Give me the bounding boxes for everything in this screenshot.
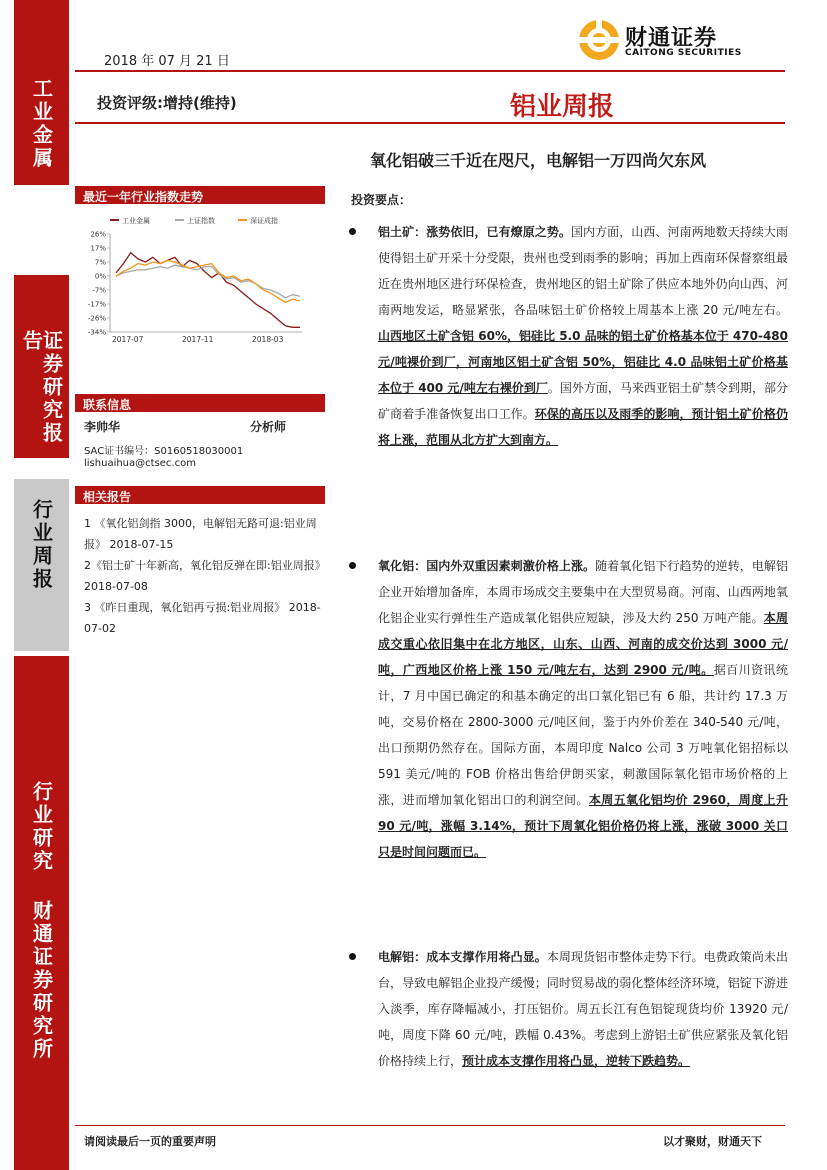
related-report-item[interactable]: 2《铝土矿十年新高，氧化铝反弹在即:铝业周报》 2018-07-08	[84, 559, 326, 593]
investment-rating: 投资评级:增持(维持)	[97, 94, 237, 112]
side-category: 工业金属	[14, 0, 69, 185]
analyst-name: 李帅华	[84, 420, 121, 434]
y-tick-label: -34%	[87, 328, 106, 337]
sac-cert: SAC证书编号：S0160518030001	[84, 446, 244, 457]
y-tick-label: -17%	[87, 300, 106, 309]
side-organization: 行业研究 财通证券研究所	[14, 656, 69, 1170]
title-divider	[75, 122, 785, 124]
bullet-alumina	[349, 562, 356, 569]
index-chart	[80, 212, 320, 352]
logo-cn-text: 财通证券	[625, 26, 718, 51]
headline: 氧化铝破三千近在咫尺，电解铝一万四尚欠东风	[370, 151, 707, 170]
disclaimer-note: 请阅读最后一页的重要声明	[84, 1135, 216, 1148]
caitong-logo-icon	[577, 18, 621, 62]
legend-label: 上证指数	[187, 217, 215, 225]
contact-section-header: 联系信息	[75, 394, 325, 412]
y-tick-label: 17%	[90, 244, 106, 253]
analyst-email[interactable]: lishuaihua@ctsec.com	[84, 458, 196, 469]
footer-divider	[75, 1125, 785, 1126]
side-report-kind: 证券研究报告	[14, 275, 69, 458]
y-tick-label: -7%	[92, 286, 106, 295]
report-date: 2018 年 07 月 21 日	[104, 54, 230, 69]
related-reports-list	[84, 513, 329, 639]
side-stripe	[14, 0, 69, 1170]
x-tick-label: 2017-11	[182, 335, 214, 344]
key-points-title: 投资要点：	[351, 193, 412, 207]
report-title: 铝业周报	[510, 92, 615, 122]
para-aluminum: 电解铝：成本支撑作用将凸显。本周现货铝市整体走势下行。电费政策尚未出台，导致电解铝企业投产缓慢；同时贸易战的弱化整体经济环境，铝锭下游进入淡季，库存降幅减小，打压铝价。周五长江有色铝锭现货均价 13920 元/吨，周度下降 60 元/吨，跌幅 0.43%。考虑到上游铝土矿供应紧张及氧化铝价格持续上行，预计成本支撑作用将凸显，逆转下跌趋势。	[378, 950, 788, 1068]
header-divider	[75, 70, 785, 72]
related-report-item[interactable]: 3 《昨日重现，氧化铝再亏损:铝业周报》 2018-07-02	[84, 601, 321, 635]
legend-label: 深证成指	[250, 217, 278, 225]
related-section-header: 相关报告	[75, 486, 325, 504]
analyst-role: 分析师	[250, 420, 287, 434]
y-tick-label: 26%	[90, 230, 106, 239]
bullet-aluminum	[349, 953, 356, 960]
y-tick-label: 7%	[94, 258, 106, 267]
logo-en-text: CAITONG SECURITIES	[625, 48, 742, 58]
para-alumina: 氧化铝：国内外双重因素刺激价格上涨。随着氧化铝下行趋势的逆转，电解铝企业开始增加备库，本周市场成交主要集中在大型贸易商。河南、山西两地氧化铝企业实行弹性生产造成氧化铝供应短缺，涉及大约 250 万吨产能。本周成交重心依旧集中在北方地区，山东、山西、河南的成交价达到 3000 元/吨，广西地区价格上涨 150 元/吨左右，达到 2900 元/吨。据百川资讯统计，7 月中国已确定的和基本确定的出口氧化铝已有 6 船，共计约 17.3 万吨，交易价格在 2800-3000 元/吨区间，鉴于内外价差在 340-540 元/吨，出口预期仍然存在。国际方面，本周印度 Nalco 公司 3 万吨氧化铝招标以 591 美元/吨的 FOB 价格出售给伊朗买家，刺激国际氧化铝市场价格的上涨，进而增加氧化铝出口的利润空间。本周五氧化铝均价 2960，周度上升 90 元/吨，涨幅 3.14%，预计下周氧化铝价格仍将上涨，涨破 3000 关口只是时间问题而已。	[378, 559, 788, 859]
chart-section-header: 最近一年行业指数走势	[75, 186, 325, 204]
y-tick-label: 0%	[94, 272, 106, 281]
company-logo	[577, 18, 777, 64]
chart-svg	[80, 212, 320, 352]
related-report-item[interactable]: 1 《氧化铝剑指 3000，电解铝无路可退:铝业周报》 2018-07-15	[84, 517, 317, 551]
side-report-type: 行业周报	[14, 479, 69, 651]
x-tick-label: 2017-07	[112, 335, 144, 344]
x-tick-label: 2018-03	[252, 335, 284, 344]
series-line	[116, 265, 300, 298]
company-slogan: 以才聚财，财通天下	[663, 1135, 762, 1148]
legend-label: 工业金属	[122, 217, 150, 225]
bullet-bauxite	[349, 228, 356, 235]
para-bauxite: 铝土矿：涨势依旧，已有燎原之势。国内方面，山西、河南两地数天持续大雨使得铝土矿开采十分受限，贵州也受到雨季的影响；再加上西南环保督察组最近在贵州地区进行环保检查，贵州地区的铝土矿除了供应本地外仍向山西、河南两地发运，略显紧张，各品味铝土矿价格较上周基本上涨 20 元/吨左右。山西地区土矿含铝 60%，铝硅比 5.0 品味的铝土矿价格基本位于 470-480 元/吨裸价到厂，河南地区铝土矿含铝 50%，铝硅比 4.0 品味铝土矿价格基本位于 400 元/吨左右裸价到厂。国外方面，马来西亚铝土矿禁令到期，部分矿商着手准备恢复出口工作。环保的高压以及雨季的影响，预计铝土矿价格仍将上涨，范围从北方扩大到南方。	[378, 225, 788, 447]
y-tick-label: -26%	[87, 314, 106, 323]
